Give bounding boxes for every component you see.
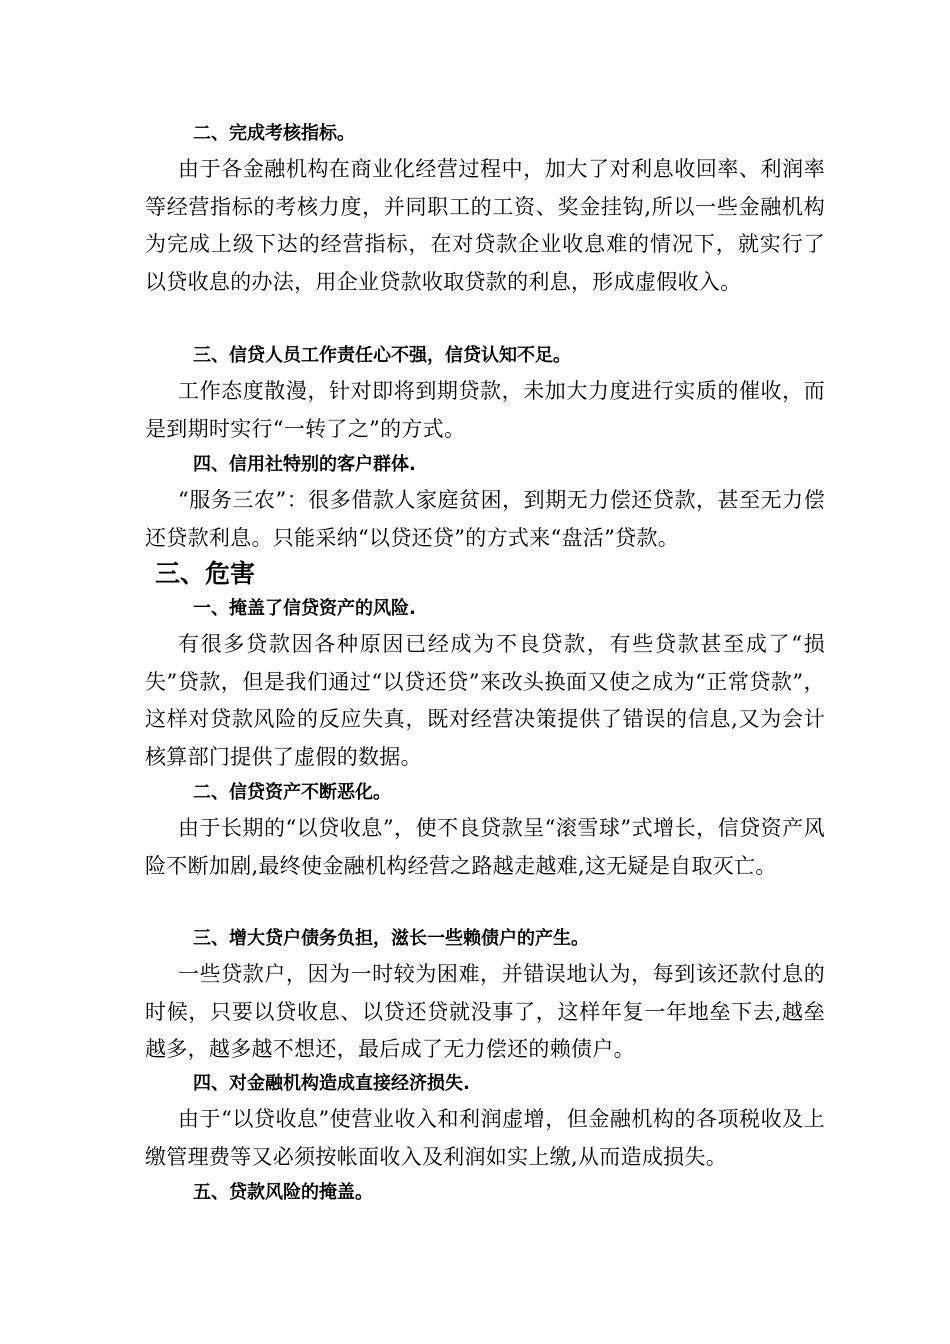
subheading-mask-risk: 一、掩盖了信贷资产的风险. [193,598,416,619]
paragraph-asset-deterioration: 由于长期的“以贷收息”，使不良贷款呈“滚雪球”式增长，信贷资产风险不断加剧,最终使金融机构经营之路越走越难,这无疑是自取灭亡。 [145,816,825,878]
subheading-economic-loss: 四、对金融机构造成直接经济损失. [193,1073,470,1094]
paragraph-customer-group: “服务三农”：很多借款人家庭贫困，到期无力偿还贷款，甚至无力偿还贷款利息。只能采纳“以贷还贷”的方式来“盘活”贷款。 [145,488,825,550]
subheading-complete-targets: 二、完成考核指标。 [193,123,355,144]
paragraph-complete-targets: 由于各金融机构在商业化经营过程中，加大了对利息收回率、利润率等经营指标的考核力度，并同职工的工资、奖金挂钩,所以一些金融机构为完成上级下达的经营指标，在对贷款企业收息难的情况下，就实行了以贷收息的办法，用企业贷款收取贷款的利息，形成虚假收入。 [145,157,825,294]
subheading-risk-masking: 五、贷款风险的掩盖。 [193,1182,373,1203]
section-heading-harms: 三、危害 [155,559,256,588]
paragraph-economic-loss: 由于“以贷收息”使营业收入和利润虚增，但金融机构的各项税收及上缴管理费等又必须按帐面收入及利润如实上缴,从而造成损失。 [145,1107,825,1169]
paragraph-credit-staff: 工作态度散漫，针对即将到期贷款，未加大力度进行实质的催收，而是到期时实行“一转了之”的方式。 [145,379,825,441]
paragraph-debt-burden: 一些贷款户，因为一时较为困难，并错误地认为，每到该还款付息的时候，只要以贷收息、以贷还贷就没事了，这样年复一年地垒下去,越垒越多，越多越不想还，最后成了无力偿还的赖债户。 [145,962,825,1061]
paragraph-mask-risk: 有很多贷款因各种原因已经成为不良贷款，有些贷款甚至成了“损失”贷款，但是我们通过“以贷还贷”来改头换面又使之成为“正常贷款”，这样对贷款风险的反应失真，既对经营决策提供了错误的信息,又为会计核算部门提供了虚假的数据。 [145,632,825,769]
subheading-asset-deterioration: 二、信贷资产不断恶化。 [193,782,391,803]
subheading-debt-burden: 三、增大贷户债务负担，滋长一些赖债户的产生。 [193,928,589,949]
subheading-credit-staff: 三、信贷人员工作责任心不强，信贷认知不足。 [193,345,571,366]
subheading-customer-group: 四、信用社特别的客户群体. [193,454,416,475]
